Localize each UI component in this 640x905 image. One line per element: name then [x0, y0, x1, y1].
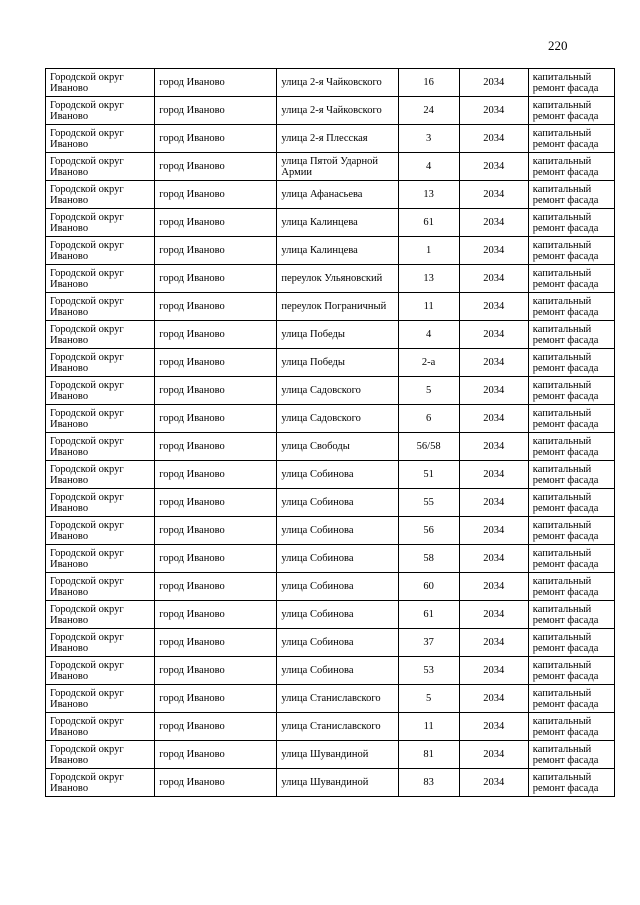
street-cell: улица Свободы	[277, 433, 398, 461]
city-cell: город Иваново	[155, 209, 277, 237]
street-cell: улица Станиславского	[277, 685, 398, 713]
city-cell: город Иваново	[155, 517, 277, 545]
district-cell: Городской округ Иваново	[46, 629, 155, 657]
year-cell: 2034	[459, 405, 528, 433]
house-number-cell: 60	[398, 573, 459, 601]
work-type-cell: капитальный ремонт фасада	[528, 349, 614, 377]
district-cell: Городской округ Иваново	[46, 433, 155, 461]
district-cell: Городской округ Иваново	[46, 489, 155, 517]
house-number-cell: 13	[398, 265, 459, 293]
house-number-cell: 61	[398, 601, 459, 629]
city-cell: город Иваново	[155, 433, 277, 461]
house-number-cell: 11	[398, 293, 459, 321]
work-type-cell: капитальный ремонт фасада	[528, 125, 614, 153]
city-cell: город Иваново	[155, 265, 277, 293]
street-cell: улица 2-я Плесская	[277, 125, 398, 153]
house-number-cell: 5	[398, 377, 459, 405]
street-cell: улица Собинова	[277, 573, 398, 601]
house-number-cell: 6	[398, 405, 459, 433]
house-number-cell: 13	[398, 181, 459, 209]
year-cell: 2034	[459, 769, 528, 797]
city-cell: город Иваново	[155, 489, 277, 517]
district-cell: Городской округ Иваново	[46, 769, 155, 797]
city-cell: город Иваново	[155, 657, 277, 685]
street-cell: улица Станиславского	[277, 713, 398, 741]
city-cell: город Иваново	[155, 601, 277, 629]
work-type-cell: капитальный ремонт фасада	[528, 741, 614, 769]
house-number-cell: 1	[398, 237, 459, 265]
table-row	[46, 545, 615, 573]
year-cell: 2034	[459, 517, 528, 545]
year-cell: 2034	[459, 321, 528, 349]
house-number-cell: 2-а	[398, 349, 459, 377]
street-cell: улица Садовского	[277, 377, 398, 405]
work-type-cell: капитальный ремонт фасада	[528, 517, 614, 545]
district-cell: Городской округ Иваново	[46, 265, 155, 293]
table-row	[46, 405, 615, 433]
table-row	[46, 69, 615, 97]
city-cell: город Иваново	[155, 377, 277, 405]
year-cell: 2034	[459, 461, 528, 489]
district-cell: Городской округ Иваново	[46, 237, 155, 265]
house-number-cell: 58	[398, 545, 459, 573]
work-type-cell: капитальный ремонт фасада	[528, 321, 614, 349]
work-type-cell: капитальный ремонт фасада	[528, 685, 614, 713]
street-cell: улица Шувандиной	[277, 769, 398, 797]
year-cell: 2034	[459, 69, 528, 97]
table-row	[46, 713, 615, 741]
district-cell: Городской округ Иваново	[46, 573, 155, 601]
street-cell: улица Победы	[277, 349, 398, 377]
district-cell: Городской округ Иваново	[46, 741, 155, 769]
city-cell: город Иваново	[155, 545, 277, 573]
house-number-cell: 5	[398, 685, 459, 713]
city-cell: город Иваново	[155, 685, 277, 713]
district-cell: Городской округ Иваново	[46, 685, 155, 713]
city-cell: город Иваново	[155, 629, 277, 657]
year-cell: 2034	[459, 573, 528, 601]
table-row	[46, 769, 615, 797]
table-row	[46, 209, 615, 237]
year-cell: 2034	[459, 265, 528, 293]
year-cell: 2034	[459, 181, 528, 209]
city-cell: город Иваново	[155, 97, 277, 125]
street-cell: улица Собинова	[277, 601, 398, 629]
year-cell: 2034	[459, 601, 528, 629]
table-row	[46, 741, 615, 769]
district-cell: Городской округ Иваново	[46, 517, 155, 545]
city-cell: город Иваново	[155, 69, 277, 97]
house-number-cell: 53	[398, 657, 459, 685]
table-row	[46, 125, 615, 153]
house-number-cell: 16	[398, 69, 459, 97]
work-type-cell: капитальный ремонт фасада	[528, 97, 614, 125]
city-cell: город Иваново	[155, 769, 277, 797]
table-row	[46, 461, 615, 489]
work-type-cell: капитальный ремонт фасада	[528, 489, 614, 517]
year-cell: 2034	[459, 293, 528, 321]
city-cell: город Иваново	[155, 237, 277, 265]
year-cell: 2034	[459, 349, 528, 377]
table-row	[46, 601, 615, 629]
house-number-cell: 4	[398, 153, 459, 181]
city-cell: город Иваново	[155, 181, 277, 209]
city-cell: город Иваново	[155, 321, 277, 349]
work-type-cell: капитальный ремонт фасада	[528, 657, 614, 685]
district-cell: Городской округ Иваново	[46, 181, 155, 209]
house-number-cell: 61	[398, 209, 459, 237]
table-row	[46, 97, 615, 125]
street-cell: переулок Ульяновский	[277, 265, 398, 293]
district-cell: Городской округ Иваново	[46, 545, 155, 573]
year-cell: 2034	[459, 629, 528, 657]
district-cell: Городской округ Иваново	[46, 209, 155, 237]
street-cell: улица Пятой Ударной Армии	[277, 153, 398, 181]
work-type-cell: капитальный ремонт фасада	[528, 433, 614, 461]
street-cell: улица 2-я Чайковского	[277, 97, 398, 125]
work-type-cell: капитальный ремонт фасада	[528, 153, 614, 181]
year-cell: 2034	[459, 685, 528, 713]
table-row	[46, 629, 615, 657]
street-cell: улица Садовского	[277, 405, 398, 433]
street-cell: улица 2-я Чайковского	[277, 69, 398, 97]
street-cell: улица Собинова	[277, 657, 398, 685]
year-cell: 2034	[459, 545, 528, 573]
register-table	[45, 68, 615, 797]
city-cell: город Иваново	[155, 349, 277, 377]
city-cell: город Иваново	[155, 713, 277, 741]
street-cell: улица Собинова	[277, 629, 398, 657]
city-cell: город Иваново	[155, 293, 277, 321]
work-type-cell: капитальный ремонт фасада	[528, 181, 614, 209]
table-row	[46, 433, 615, 461]
register-table-body	[46, 69, 615, 797]
street-cell: улица Шувандиной	[277, 741, 398, 769]
city-cell: город Иваново	[155, 125, 277, 153]
house-number-cell: 11	[398, 713, 459, 741]
city-cell: город Иваново	[155, 573, 277, 601]
work-type-cell: капитальный ремонт фасада	[528, 629, 614, 657]
city-cell: город Иваново	[155, 405, 277, 433]
table-row	[46, 265, 615, 293]
work-type-cell: капитальный ремонт фасада	[528, 769, 614, 797]
city-cell: город Иваново	[155, 461, 277, 489]
work-type-cell: капитальный ремонт фасада	[528, 209, 614, 237]
street-cell: улица Афанасьева	[277, 181, 398, 209]
house-number-cell: 3	[398, 125, 459, 153]
street-cell: улица Победы	[277, 321, 398, 349]
district-cell: Городской округ Иваново	[46, 349, 155, 377]
district-cell: Городской округ Иваново	[46, 153, 155, 181]
work-type-cell: капитальный ремонт фасада	[528, 69, 614, 97]
house-number-cell: 4	[398, 321, 459, 349]
street-cell: улица Собинова	[277, 461, 398, 489]
year-cell: 2034	[459, 97, 528, 125]
district-cell: Городской округ Иваново	[46, 405, 155, 433]
house-number-cell: 24	[398, 97, 459, 125]
district-cell: Городской округ Иваново	[46, 69, 155, 97]
district-cell: Городской округ Иваново	[46, 293, 155, 321]
table-row	[46, 321, 615, 349]
work-type-cell: капитальный ремонт фасада	[528, 237, 614, 265]
work-type-cell: капитальный ремонт фасада	[528, 713, 614, 741]
table-row	[46, 657, 615, 685]
street-cell: улица Собинова	[277, 545, 398, 573]
year-cell: 2034	[459, 125, 528, 153]
house-number-cell: 37	[398, 629, 459, 657]
table-row	[46, 293, 615, 321]
street-cell: улица Собинова	[277, 489, 398, 517]
table-row	[46, 153, 615, 181]
house-number-cell: 56/58	[398, 433, 459, 461]
city-cell: город Иваново	[155, 153, 277, 181]
year-cell: 2034	[459, 433, 528, 461]
year-cell: 2034	[459, 153, 528, 181]
district-cell: Городской округ Иваново	[46, 97, 155, 125]
house-number-cell: 83	[398, 769, 459, 797]
year-cell: 2034	[459, 741, 528, 769]
year-cell: 2034	[459, 237, 528, 265]
work-type-cell: капитальный ремонт фасада	[528, 265, 614, 293]
work-type-cell: капитальный ремонт фасада	[528, 377, 614, 405]
work-type-cell: капитальный ремонт фасада	[528, 601, 614, 629]
street-cell: улица Калинцева	[277, 209, 398, 237]
table-row	[46, 181, 615, 209]
table-row	[46, 377, 615, 405]
city-cell: город Иваново	[155, 741, 277, 769]
table-row	[46, 349, 615, 377]
work-type-cell: капитальный ремонт фасада	[528, 405, 614, 433]
work-type-cell: капитальный ремонт фасада	[528, 461, 614, 489]
year-cell: 2034	[459, 713, 528, 741]
work-type-cell: капитальный ремонт фасада	[528, 545, 614, 573]
street-cell: переулок Пограничный	[277, 293, 398, 321]
district-cell: Городской округ Иваново	[46, 713, 155, 741]
page-number: 220	[548, 38, 568, 53]
year-cell: 2034	[459, 377, 528, 405]
district-cell: Городской округ Иваново	[46, 601, 155, 629]
district-cell: Городской округ Иваново	[46, 321, 155, 349]
district-cell: Городской округ Иваново	[46, 461, 155, 489]
street-cell: улица Калинцева	[277, 237, 398, 265]
district-cell: Городской округ Иваново	[46, 377, 155, 405]
year-cell: 2034	[459, 209, 528, 237]
house-number-cell: 81	[398, 741, 459, 769]
district-cell: Городской округ Иваново	[46, 125, 155, 153]
table-row	[46, 237, 615, 265]
table-row	[46, 517, 615, 545]
year-cell: 2034	[459, 657, 528, 685]
work-type-cell: капитальный ремонт фасада	[528, 293, 614, 321]
street-cell: улица Собинова	[277, 517, 398, 545]
table-row	[46, 685, 615, 713]
table-row	[46, 489, 615, 517]
house-number-cell: 55	[398, 489, 459, 517]
house-number-cell: 51	[398, 461, 459, 489]
year-cell: 2034	[459, 489, 528, 517]
table-row	[46, 573, 615, 601]
house-number-cell: 56	[398, 517, 459, 545]
district-cell: Городской округ Иваново	[46, 657, 155, 685]
work-type-cell: капитальный ремонт фасада	[528, 573, 614, 601]
